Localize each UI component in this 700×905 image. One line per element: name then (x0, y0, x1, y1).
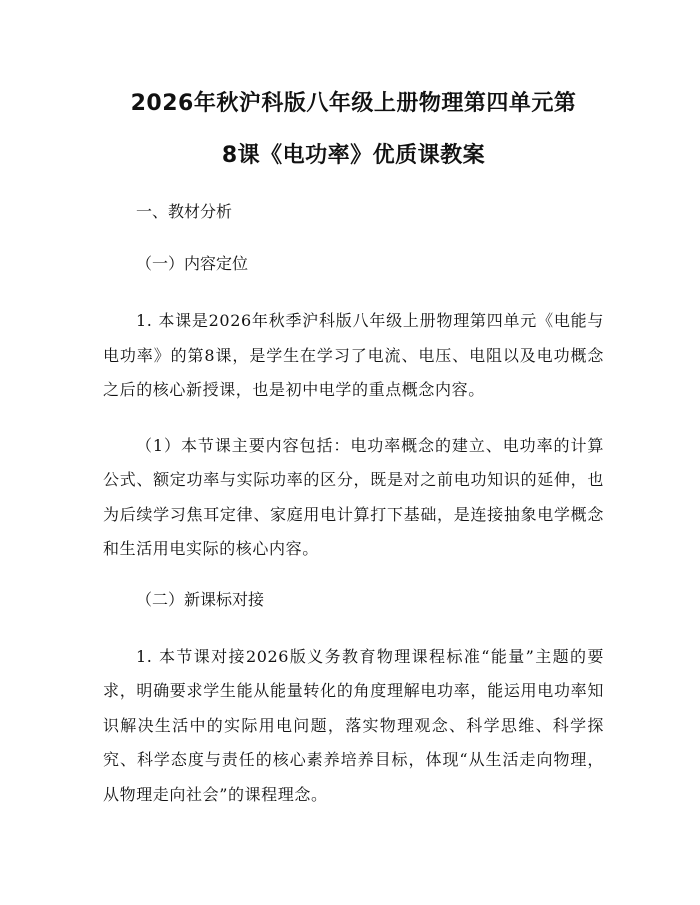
subsection-heading-content-positioning: （一）内容定位 (136, 254, 249, 273)
title-line-1: 2026年秋沪科版八年级上册物理第四单元第 (130, 91, 577, 116)
title-line-2: 8课《电功率》优质课教案 (221, 143, 486, 168)
paragraph-main-content: （1）本节课主要内容包括：电功率概念的建立、电功率的计算公式、额定功率与实际功率的区分，既是对之前电功知识的延伸，也为后续学习焦耳定律、家庭用电计算打下基础，是连接抽象电学概念和生活用电实际的核心内容。 (103, 435, 604, 558)
paragraph-lesson-overview: 1. 本课是2026年秋季沪科版八年级上册物理第四单元《电能与电功率》的第8课，是学生在学习了电流、电压、电阻以及电功概念之后的核心新授课，也是初中电学的重点概念内容。 (103, 311, 604, 399)
paragraph-curriculum-alignment: 1. 本节课对接2026版义务教育物理课程标准“能量”主题的要求，明确要求学生能从能量转化的角度理解电功率，能运用电功率知识解决生活中的实际用电问题，落实物理观念、科学思维、科学探究、科学态度与责任的核心素养培养目标，体现“从生活走向物理，从物理走向社会”的课程理念。 (103, 646, 604, 804)
section-heading-textbook-analysis: 一、教材分析 (136, 202, 233, 221)
subsection-heading-curriculum-standard: （二）新课标对接 (136, 589, 265, 609)
document-title (103, 78, 604, 182)
